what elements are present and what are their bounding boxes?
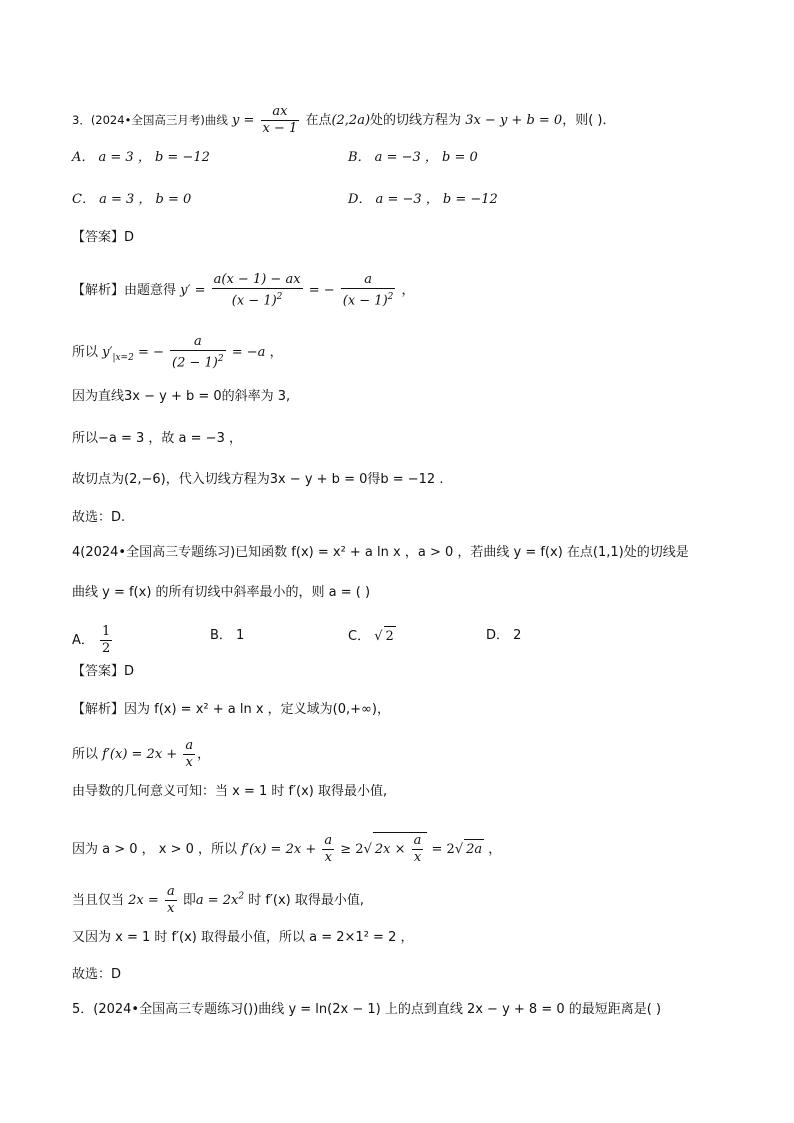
q3-stem-suffix: ，则( )． [562,113,616,128]
q4-option-b: B． 1 [210,628,245,643]
q3-option-b: B． a = −3 ， b = 0 [348,150,478,165]
q4-analysis-line4: 因为 a > 0 ， x > 0 ，所以 f′(x) = 2x + $\frac{a}{x}$ ≥ 2√ 2x × $\frac{a}{x}$ = 2√ 2a ， [72,833,502,865]
q4-analysis-line6: 又因为 x = 1 时 f′(x) 取得最小值，所以 a = 2×1² = 2 ， [72,930,414,945]
q4-option-a-label: A． [72,633,94,648]
q3-choose: 故选：D. [72,510,126,525]
q3-analysis-line3: 因为直线3x − y + b = 0的斜率为 3, [72,389,291,404]
q4-l4-prefix: 因为 a > 0 ， x > 0 ，所以 [72,842,238,857]
q4-stem-line2: 曲线 y = f(x) 的所有切线中斜率最小的，则 a = ( ) [72,585,371,600]
q4-option-a-fraction: $\frac{1}{2}$ [102,624,111,656]
q4-analysis-line1: 【解析】因为 f(x) = x² + a ln x ，定义域为(0,+∞)， [72,702,390,717]
q3-analysis-label: 【解析】由题意得 [72,283,177,299]
q3-option-c: C． a = 3 ， b = 0 [72,192,192,207]
q4-l5-suffix: 时 f′(x) 取得最小值, [248,893,365,908]
q3-stem-mid2: 处的切线方程为 [370,113,462,128]
q3-analysis-line5: 故切点为(2,−6)，代入切线方程为3x − y + b = 0得b = −12 . [72,472,444,487]
q4-option-c: C． √ 2 [348,626,396,647]
q3-curve-fraction: $\frac{ax}{x - 1}$ [262,104,298,136]
q3-tangent-eq: 3x − y + b = 0 [465,113,563,128]
q4-l2-prefix: 所以 [72,747,99,762]
q4-stem-line1: 4(2024•全国高三专题练习)已知函数 f(x) = x² + a ln x ，a > 0 ，若曲线 y = f(x) 在点(1,1)处的切线是 [72,545,689,560]
q3-analysis-line1: 【解析】由题意得 y′ = $\frac{a(x - 1) - ax}{(x - 1)^2}$ = − $\frac{a}{(x - 1)^2}$ ， [72,272,415,309]
q4-l5-prefix: 当且仅当 [72,893,125,908]
q4-answer: 【答案】D [72,664,135,679]
q5-stem: 5．(2024•全国高三专题练习())曲线 y = ln(2x − 1) 上的点到直线 2x − y + 8 = 0 的最短距离是( ) [72,1002,662,1017]
q3-answer: 【答案】D [72,230,135,245]
q4-sqrt-fraction: $\frac{a}{x}$ [413,833,422,865]
q4-derivative-fraction: $\frac{a}{x}$ [185,738,194,770]
q3-derivative-simplified: $\frac{a}{(x - 1)^2}$ [342,272,394,309]
q3-option-d: D． a = −3 ， b = −12 [348,192,498,207]
q3-derivative-fraction: $\frac{a(x - 1) - ax}{(x - 1)^2}$ [213,272,301,309]
q3-analysis-line2: 所以 $y'_{|x=2}$ = − $\frac{a}{(2 - 1)^2}$ = −a ， [72,334,283,371]
q3-stem: 3．(2024•全国高三月考)曲线 y = $\frac{ax}{x - 1}$ 在点(2,2a)处的切线方程为 3x − y + b = 0，则( )． [72,104,616,136]
q4-analysis-line2: 所以 f′(x) = 2x + $\frac{a}{x}$ ， [72,738,211,770]
q4-equality-fraction: $\frac{a}{x}$ [166,884,175,916]
q4-analysis-line3: 由导数的几何意义可知：当 x = 1 时 f′(x) 取得最小值, [72,784,388,799]
q3-slope-fraction: $\frac{a}{(2 - 1)^2}$ [172,334,224,371]
q3-option-a: A． a = 3 ， b = −12 [72,150,210,165]
q3-analysis-line4: 所以−a = 3 ，故 a = −3 ， [72,431,242,446]
q3-stem-mid: 在点 [305,113,332,128]
q4-analysis-line5: 当且仅当 2x = $\frac{a}{x}$ 即$a = 2x^2$ 时 f′(x) 取得最小值, [72,884,365,916]
q4-option-c-label: C． [348,629,371,644]
q3-point: (2,2a) [331,113,371,128]
q4-option-a [72,624,114,657]
q4-option-d: D． 2 [486,628,522,643]
q4-inequality-fraction: $\frac{a}{x}$ [324,833,333,865]
q4-choose: 故选：D [72,967,122,982]
q3-l2-prefix: 所以 [72,345,99,361]
q3-stem-prefix: 3．(2024•全国高三月考)曲线 [72,113,228,127]
